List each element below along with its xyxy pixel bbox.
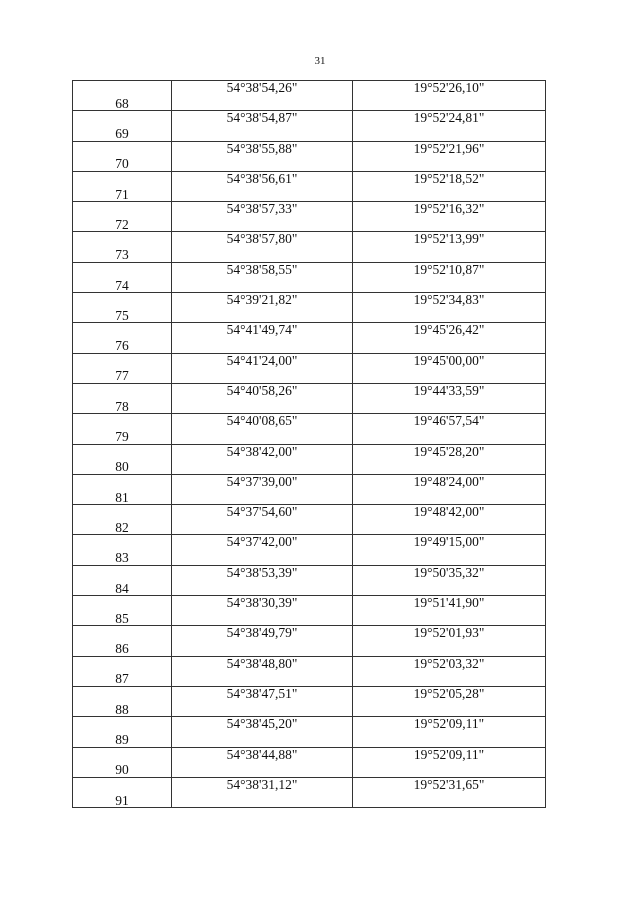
- table-row: [73, 202, 546, 232]
- point-number-cell: 87: [73, 656, 172, 686]
- latitude-cell: [172, 565, 353, 595]
- point-number-cell: 77: [73, 353, 172, 383]
- point-number-cell: 89: [73, 717, 172, 747]
- latitude-value: 54°38'45,20": [226, 716, 298, 732]
- latitude-cell: [172, 686, 353, 716]
- latitude-value: 54°38'44,88": [226, 746, 298, 762]
- point-number-cell: 83: [73, 535, 172, 565]
- coordinates-table-body: [73, 81, 546, 808]
- longitude-cell: [353, 777, 546, 807]
- table-row: [73, 474, 546, 504]
- latitude-value: 54°41'49,74": [226, 322, 298, 338]
- table-row: [73, 777, 546, 807]
- longitude-value: 19°52'05,28": [413, 685, 485, 701]
- longitude-value: 19°52'18,52": [413, 170, 485, 186]
- longitude-cell: [353, 565, 546, 595]
- latitude-value: 54°40'08,65": [226, 413, 298, 429]
- page-number: 31: [314, 55, 326, 67]
- longitude-value: 19°52'09,11": [413, 716, 485, 732]
- latitude-value: 54°38'53,39": [226, 564, 298, 580]
- longitude-value: 19°52'09,11": [413, 746, 485, 762]
- point-number-cell: 71: [73, 171, 172, 201]
- latitude-cell: [172, 202, 353, 232]
- longitude-value: 19°52'31,65": [413, 776, 485, 792]
- point-number-cell: 72: [73, 202, 172, 232]
- longitude-cell: [353, 323, 546, 353]
- longitude-cell: [353, 232, 546, 262]
- table-row: [73, 141, 546, 171]
- table-row: [73, 323, 546, 353]
- longitude-cell: [353, 81, 546, 111]
- point-number-cell: 84: [73, 565, 172, 595]
- latitude-cell: [172, 656, 353, 686]
- longitude-cell: [353, 111, 546, 141]
- table-row: [73, 686, 546, 716]
- table-row: [73, 747, 546, 777]
- point-number-cell: 68: [73, 81, 172, 111]
- point-number-cell: 76: [73, 323, 172, 353]
- longitude-cell: [353, 505, 546, 535]
- point-number-cell: 80: [73, 444, 172, 474]
- longitude-value: 19°52'24,81": [413, 110, 485, 126]
- point-number-cell: 74: [73, 262, 172, 292]
- table-row: [73, 535, 546, 565]
- point-number-cell: 86: [73, 626, 172, 656]
- latitude-cell: [172, 717, 353, 747]
- table-row: [73, 111, 546, 141]
- longitude-cell: [353, 202, 546, 232]
- point-number-cell: 79: [73, 414, 172, 444]
- longitude-cell: [353, 596, 546, 626]
- table-row: [73, 414, 546, 444]
- table-row: [73, 505, 546, 535]
- latitude-cell: [172, 444, 353, 474]
- longitude-value: 19°45'00,00": [413, 352, 485, 368]
- point-number-cell: 73: [73, 232, 172, 262]
- longitude-value: 19°44'33,59": [413, 382, 485, 398]
- latitude-cell: [172, 141, 353, 171]
- coordinates-table: [72, 80, 546, 808]
- latitude-value: 54°38'47,51": [226, 685, 298, 701]
- table-row: [73, 717, 546, 747]
- latitude-value: 54°38'54,26": [226, 80, 298, 95]
- longitude-value: 19°52'01,93": [413, 625, 485, 641]
- table-row: [73, 383, 546, 413]
- longitude-value: 19°48'24,00": [413, 473, 485, 489]
- latitude-cell: [172, 474, 353, 504]
- latitude-value: 54°37'42,00": [226, 534, 298, 550]
- longitude-cell: [353, 686, 546, 716]
- latitude-value: 54°41'24,00": [226, 352, 298, 368]
- table-row: [73, 293, 546, 323]
- table-row: [73, 656, 546, 686]
- longitude-cell: [353, 535, 546, 565]
- latitude-cell: [172, 81, 353, 111]
- longitude-value: 19°45'26,42": [413, 322, 485, 338]
- latitude-cell: [172, 596, 353, 626]
- longitude-cell: [353, 262, 546, 292]
- longitude-cell: [353, 747, 546, 777]
- point-number-cell: 91: [73, 777, 172, 807]
- longitude-cell: [353, 353, 546, 383]
- longitude-cell: [353, 626, 546, 656]
- latitude-cell: [172, 626, 353, 656]
- latitude-cell: [172, 747, 353, 777]
- latitude-value: 54°38'57,33": [226, 201, 298, 217]
- latitude-value: 54°38'58,55": [226, 261, 298, 277]
- latitude-value: 54°38'55,88": [226, 140, 298, 156]
- point-number-cell: 82: [73, 505, 172, 535]
- longitude-cell: [353, 656, 546, 686]
- longitude-cell: [353, 717, 546, 747]
- table-row: [73, 262, 546, 292]
- latitude-cell: [172, 232, 353, 262]
- latitude-value: 54°38'31,12": [226, 776, 298, 792]
- latitude-value: 54°39'21,82": [226, 292, 298, 308]
- longitude-value: 19°50'35,32": [413, 564, 485, 580]
- latitude-value: 54°38'57,80": [226, 231, 298, 247]
- longitude-cell: [353, 444, 546, 474]
- latitude-cell: [172, 777, 353, 807]
- point-number-cell: 81: [73, 474, 172, 504]
- latitude-cell: [172, 262, 353, 292]
- table-row: [73, 353, 546, 383]
- table-row: [73, 626, 546, 656]
- latitude-cell: [172, 535, 353, 565]
- longitude-cell: [353, 141, 546, 171]
- longitude-value: 19°52'26,10": [413, 80, 485, 95]
- point-number-cell: 88: [73, 686, 172, 716]
- point-number-cell: 70: [73, 141, 172, 171]
- point-number-cell: 78: [73, 383, 172, 413]
- longitude-cell: [353, 474, 546, 504]
- longitude-value: 19°52'03,32": [413, 655, 485, 671]
- longitude-cell: [353, 383, 546, 413]
- latitude-cell: [172, 383, 353, 413]
- longitude-value: 19°52'16,32": [413, 201, 485, 217]
- table-row: [73, 444, 546, 474]
- latitude-cell: [172, 353, 353, 383]
- point-number-cell: 75: [73, 293, 172, 323]
- longitude-cell: [353, 414, 546, 444]
- latitude-cell: [172, 111, 353, 141]
- latitude-value: 54°37'54,60": [226, 504, 298, 520]
- table-row: [73, 232, 546, 262]
- latitude-value: 54°38'49,79": [226, 625, 298, 641]
- latitude-value: 54°38'54,87": [226, 110, 298, 126]
- longitude-value: 19°48'42,00": [413, 504, 485, 520]
- latitude-value: 54°38'56,61": [226, 170, 298, 186]
- latitude-cell: [172, 293, 353, 323]
- longitude-value: 19°52'10,87": [413, 261, 485, 277]
- point-number-cell: 90: [73, 747, 172, 777]
- longitude-value: 19°46'57,54": [413, 413, 485, 429]
- latitude-value: 54°38'42,00": [226, 443, 298, 459]
- longitude-cell: [353, 171, 546, 201]
- latitude-value: 54°38'30,39": [226, 595, 298, 611]
- longitude-value: 19°52'13,99": [413, 231, 485, 247]
- latitude-cell: [172, 505, 353, 535]
- longitude-value: 19°49'15,00": [413, 534, 485, 550]
- table-row: [73, 596, 546, 626]
- table-row: [73, 171, 546, 201]
- longitude-value: 19°52'21,96": [413, 140, 485, 156]
- latitude-value: 54°37'39,00": [226, 473, 298, 489]
- table-row: [73, 81, 546, 111]
- longitude-cell: [353, 293, 546, 323]
- longitude-value: 19°52'34,83": [413, 292, 485, 308]
- latitude-cell: [172, 323, 353, 353]
- longitude-value: 19°45'28,20": [413, 443, 485, 459]
- latitude-cell: [172, 414, 353, 444]
- latitude-value: 54°38'48,80": [226, 655, 298, 671]
- point-number-cell: 69: [73, 111, 172, 141]
- table-row: [73, 565, 546, 595]
- latitude-value: 54°40'58,26": [226, 382, 298, 398]
- longitude-value: 19°51'41,90": [413, 595, 485, 611]
- latitude-cell: [172, 171, 353, 201]
- point-number-cell: 85: [73, 596, 172, 626]
